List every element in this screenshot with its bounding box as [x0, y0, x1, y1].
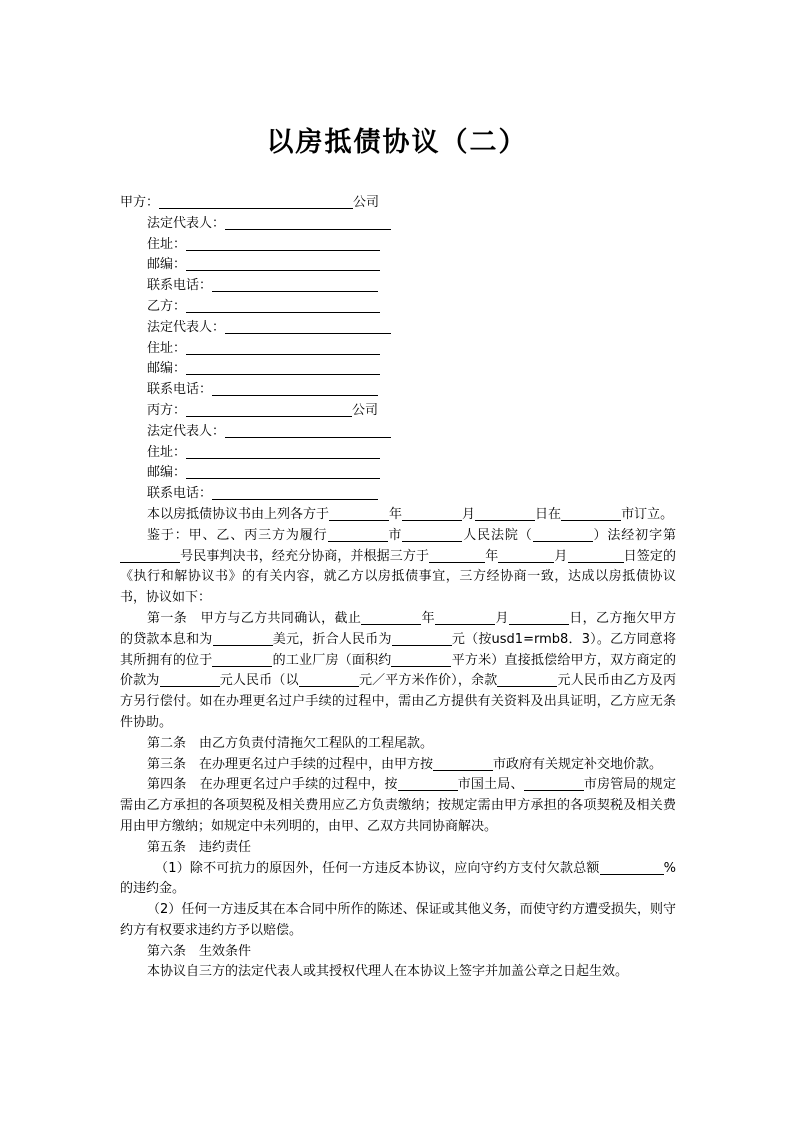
article-4: [120, 775, 676, 837]
blank: [391, 652, 451, 667]
text: 月: [495, 610, 509, 626]
text: 第五条 违约责任: [147, 839, 252, 855]
text: 美元，折合人民币为: [272, 631, 392, 647]
blank: [524, 776, 584, 791]
article-5-title: [120, 838, 676, 859]
text: 市订立。: [621, 506, 674, 522]
party-a-phone: [120, 276, 676, 297]
blank: [186, 298, 380, 313]
blank: [225, 215, 391, 230]
text: 鉴于：甲、乙、丙三方为履行: [147, 527, 328, 543]
blank: [509, 610, 569, 625]
blank: [186, 464, 380, 479]
text: 日在: [535, 506, 562, 522]
text: 月: [462, 506, 476, 522]
blank: [212, 277, 378, 292]
blank: [186, 340, 380, 355]
text: 元人民币由乙方及丙方另行偿付。如在办理更名过户手续的过程中，需由乙方提供有关资料及出具证明，乙方应无条件协助。: [120, 673, 676, 730]
blank: [212, 485, 378, 500]
text: 号民事判决书，经充分协商，并根据三方于: [180, 548, 430, 564]
text: 市政府有关规定补交地价款。: [493, 756, 663, 772]
blank: [212, 652, 272, 667]
article-6-title: [120, 942, 676, 963]
blank: [475, 506, 535, 521]
text: 年: [485, 548, 499, 564]
blank: [225, 423, 391, 438]
blank: [402, 506, 462, 521]
field-label: 住址：: [147, 340, 187, 356]
text: （1）除不可抗力的原因外，任何一方违反本协议，应向守约方支付欠款总额: [155, 860, 600, 876]
text: 元（按usd1=rmb8．3）。乙方同意将其所拥有的位于: [120, 631, 676, 668]
field-label: 乙方：: [147, 298, 187, 314]
text: 市: [387, 527, 403, 543]
text: 第六条 生效条件: [147, 943, 252, 959]
blank: [299, 672, 359, 687]
party-b-line: [120, 297, 676, 318]
party-a-suffix: 公司: [353, 195, 380, 210]
text: 平方米）直接抵偿给甲方，双方商定的价款为: [120, 652, 676, 689]
blank: [433, 756, 493, 771]
blank: [392, 631, 452, 646]
text: 市国土局、: [457, 777, 524, 793]
blank: [402, 527, 462, 542]
party-c-address: [120, 443, 676, 464]
text: 日，乙方拖欠甲方的贷款本息和为: [120, 610, 676, 647]
party-b-zip: [120, 359, 676, 380]
party-b-address: [120, 339, 676, 360]
text: 第一条 甲方与乙方共同确认，截止: [147, 610, 362, 626]
blank: [212, 381, 378, 396]
party-c-suffix: 公司: [352, 402, 379, 418]
field-label: 邮编：: [147, 257, 187, 273]
blank: [435, 610, 495, 625]
blank: [159, 194, 353, 209]
article-2: [120, 734, 676, 755]
text: 本以房抵债协议书由上列各方于: [147, 506, 330, 522]
field-label: 邮编：: [147, 361, 187, 377]
article-1: [120, 609, 676, 734]
blank: [361, 610, 421, 625]
text: 本协议自三方的法定代表人或其授权代理人在本协议上签字并加盖公章之日起生效。: [147, 964, 629, 980]
text: %的违约金。: [120, 860, 676, 897]
blank: [225, 319, 391, 334]
field-label: 联系电话：: [147, 278, 213, 294]
party-a-zip: [120, 255, 676, 276]
blank: [429, 548, 485, 563]
blank: [561, 506, 621, 521]
article-3: [120, 755, 676, 776]
blank: [568, 548, 624, 563]
blank: [120, 548, 180, 563]
blank: [600, 860, 664, 875]
blank: [186, 236, 380, 251]
blank: [497, 672, 557, 687]
field-label: 丙方：: [147, 402, 187, 418]
blank: [329, 506, 389, 521]
text: 第二条 由乙方负责付清拖欠工程队的工程尾款。: [147, 735, 434, 751]
field-label: 住址：: [147, 236, 187, 252]
party-a-label: 甲方：: [120, 195, 160, 210]
blank: [533, 527, 593, 542]
text: 市房管局的规定需由乙方承担的各项契税及相关费用应乙方负责缴纳；按规定需由甲方承担的各项契税及相关费用由甲方缴纳；如规定中未列明的，由甲、乙双方共同协商解决。: [120, 777, 676, 834]
field-label: 联系电话：: [147, 382, 213, 398]
text: 月: [554, 548, 568, 564]
text: ）法经初字第: [592, 527, 676, 543]
text: （2）任何一方违反其在本合同中所作的陈述、保证或其他义务，而使守约方遭受损失，则守约方有权要求违约方予以赔偿。: [120, 902, 676, 938]
article-5-item-2: [120, 900, 676, 942]
party-b-rep: [120, 318, 676, 339]
party-a-address: [120, 235, 676, 256]
party-a-rep: [120, 214, 676, 235]
document-title: 以房抵债协议（二）: [266, 127, 528, 158]
blank: [213, 631, 273, 646]
article-6-body: [120, 962, 676, 983]
party-b-phone: [120, 380, 676, 401]
blank: [498, 548, 554, 563]
text: 元／平方米作价），余款: [358, 673, 498, 689]
intro-paragraph: [120, 505, 676, 526]
blank: [328, 527, 388, 542]
document-body: [120, 193, 676, 983]
blank: [160, 672, 220, 687]
party-c-zip: [120, 463, 676, 484]
text: 元人民币（以: [219, 673, 299, 689]
preamble-paragraph: [120, 526, 676, 609]
blank: [398, 776, 458, 791]
field-label: 联系电话：: [147, 486, 213, 502]
text: 人民法院（: [462, 527, 533, 543]
blank: [186, 402, 352, 417]
text: 年: [421, 610, 436, 626]
article-5-item-1: [120, 859, 676, 901]
party-a-line: [120, 193, 676, 214]
field-label: 住址：: [147, 444, 187, 460]
text: 年: [389, 506, 403, 522]
text: 日签定的《执行和解协议书》的有关内容，就乙方以房抵债事宜，三方经协商一致，达成以房抵债协议书，协议如下：: [120, 548, 676, 606]
text: 的工业厂房（面积约: [272, 652, 392, 668]
party-c-line: [120, 401, 676, 422]
party-c-rep: [120, 422, 676, 443]
field-label: 邮编：: [147, 465, 187, 481]
text: 第四条 在办理更名过户手续的过程中，按: [147, 777, 398, 793]
text: 第三条 在办理更名过户手续的过程中，由甲方按: [147, 756, 434, 772]
blank: [186, 444, 380, 459]
blank: [186, 360, 380, 375]
field-label: 法定代表人：: [147, 319, 226, 335]
field-label: 法定代表人：: [147, 423, 226, 439]
blank: [186, 256, 380, 271]
party-c-phone: [120, 484, 676, 505]
field-label: 法定代表人：: [147, 215, 226, 231]
